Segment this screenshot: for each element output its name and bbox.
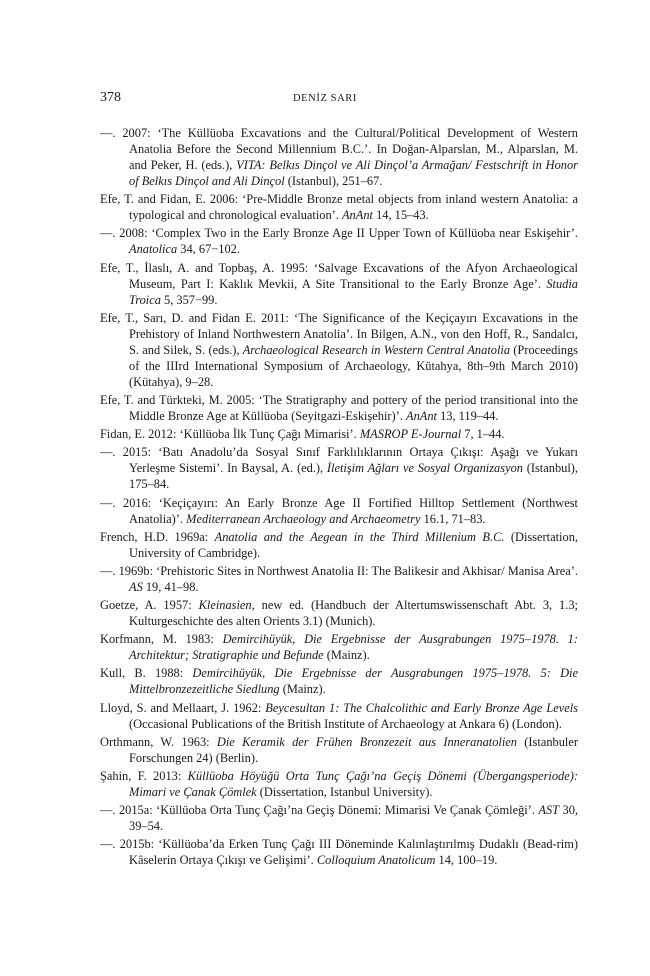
reference-entry: [100, 597, 578, 629]
reference-entry: [100, 768, 578, 800]
reference-italic-title: Demircihüyük, Die Ergebnisse der Ausgrabungen 1975–1978. 1: Architektur; Stratigraphie und Befunde: [129, 632, 579, 663]
reference-italic-title: Küllüoba Höyüğü Orta Tunç Çağı’na Geçiş Dönemi (Übergangsperiode): Mimari ve Çanak Çömlek: [129, 769, 578, 799]
reference-italic-title: Studia Troica: [129, 276, 578, 307]
reference-italic-title: AS: [129, 579, 143, 594]
reference-text: , new ed. (Handbuch der Altertumswissenschaft Abt. 3, 1.3; Kulturgeschichte des alten Orients 3.1) (Munich).: [129, 598, 578, 629]
reference-italic-title: AnAnt: [406, 408, 437, 423]
reference-entry: [100, 310, 578, 390]
reference-text: 34, 67−102.: [177, 242, 240, 257]
reference-text: Orthmann, W. 1963:: [100, 734, 217, 749]
reference-text: 30, 39–54.: [129, 803, 578, 834]
reference-text: —. 1969b: ‘Prehistoric Sites in Northwest Anatolia II: The Balikesir and Akhisar/ Manisa Area’.: [100, 563, 578, 578]
reference-text: Korfmann, M. 1983:: [100, 632, 223, 647]
reference-text: 14, 15–43.: [372, 208, 429, 223]
reference-entry: [100, 802, 578, 834]
reference-italic-title: VITA: Belkıs Dinçol ve Ali Dinçol’a Armağan/ Festschrift in Honor of Belkıs Dinçol and Ali Dinçol: [129, 158, 579, 188]
reference-text: Efe, T., İlaslı, A. and Topbaş, A. 1995: ‘Salvage Excavations of the Afyon Archaeological Museum, Part I: Kaklık Mevkii, A Site Transitional to the Early Bronze Age’.: [100, 260, 578, 291]
reference-text: (Occasional Publications of the British Institute of Archaeology at Ankara 6) (London).: [129, 716, 562, 731]
reference-text: 14, 100–19.: [435, 853, 498, 868]
reference-text: 5, 357−99.: [160, 292, 218, 307]
reference-entry: [100, 444, 578, 492]
reference-entry: [100, 260, 578, 308]
reference-entry: [100, 495, 578, 527]
reference-italic-title: MASROP E-Journal: [359, 427, 462, 442]
reference-text: (Istanbul), 251–67.: [284, 174, 383, 188]
reference-text: —. 2016: ‘Keçiçayırı: An Early Bronze Age II Fortified Hilltop Settlement (Northwest Anatolia)’.: [100, 495, 578, 526]
reference-entry: [100, 700, 578, 732]
reference-italic-title: Die Keramik der Frühen Bronzezeit aus Inneranatolien: [216, 734, 517, 749]
reference-text: (Proceedings of the IIIrd International Symposium of Archaeology, Kütahya, 8th–9th March 2010) (Kütahya), 9–28.: [129, 342, 578, 389]
reference-entry: [100, 734, 578, 766]
reference-italic-title: İletişim Ağları ve Sosyal Organizasyon: [326, 461, 523, 476]
reference-text: Lloyd, S. and Mellaart, J. 1962:: [100, 700, 266, 715]
reference-entry: [100, 665, 578, 697]
reference-entry: [100, 563, 578, 595]
reference-text: 7, 1–44.: [461, 427, 505, 442]
reference-text: —. 2008: ‘Complex Two in the Early Bronze Age II Upper Town of Küllüoba near Eskişehir’.: [100, 226, 578, 241]
reference-text: Efe, T. and Türkteki, M. 2005: ‘The Stratigraphy and pottery of the period transitional into the Middle Bronze Age at Küllüoba (Seyitgazi-Eskişehir)’.: [100, 392, 578, 423]
reference-text: 13, 119–44.: [436, 408, 499, 423]
reference-text: (Istanbul), 175–84.: [129, 461, 579, 492]
reference-text: (Dissertation, Istanbul University).: [256, 785, 433, 799]
reference-list: [100, 125, 578, 871]
reference-text: Goetze, A. 1957:: [100, 598, 199, 613]
reference-text: 16.1, 71–83.: [420, 511, 486, 526]
reference-italic-title: Anatolica: [129, 242, 178, 257]
reference-entry: [100, 529, 578, 561]
reference-italic-title: Colloquium Anatolicum: [316, 853, 436, 868]
reference-text: (Istanbuler Forschungen 24) (Berlin).: [129, 734, 578, 765]
reference-text: (Dissertation, University of Cambridge).: [129, 529, 578, 560]
reference-entry: [100, 426, 578, 442]
reference-italic-title: Beycesultan 1: The Chalcolithic and Early Bronze Age Levels: [265, 700, 578, 715]
reference-entry: [100, 392, 578, 424]
reference-italic-title: Mediterranean Archaeology and Archaeometry: [186, 511, 421, 526]
reference-text: (Mainz).: [323, 648, 370, 663]
reference-italic-title: Anatolia and the Aegean in the Third Millenium B.C.: [214, 529, 505, 544]
reference-text: —. 2015: ‘Batı Anadolu’da Sosyal Sınıf Farklılıklarının Ortaya Çıkışı: Aşağı ve Yukarı Yerleşme Sistemi’. In Baysal, A. (ed.),: [100, 445, 578, 476]
reference-text: —. 2007: ‘The Küllüoba Excavations and the Cultural/Political Development of Western Anatolia Before the Second Millennium B.C.’. In Doğan-Alparslan, M., Alparslan, M. and Peker, H. (eds.),: [100, 126, 578, 172]
reference-text: French, H.D. 1969a:: [100, 529, 215, 544]
reference-text: Şahin, F. 2013:: [100, 769, 188, 783]
reference-entry: [100, 191, 578, 223]
reference-italic-title: AST: [538, 803, 560, 818]
reference-entry: [100, 225, 578, 257]
reference-text: Efe, T., Sarı, D. and Fidan E. 2011: ‘The Significance of the Keçiçayırı Excavations in the Prehistory of Inland Northwestern Anatolia’. In Bilgen, A.N., von den Hoff, R., Sandalcı, S. and Silek, S. (eds.),: [100, 310, 578, 357]
reference-entry: [100, 631, 578, 663]
reference-text: 19, 41–98.: [142, 579, 199, 594]
reference-text: (Mainz).: [279, 682, 326, 697]
reference-text: Efe, T. and Fidan, E. 2006: ‘Pre-Middle Bronze metal objects from inland western Anatolia: a typological and chronological evaluation’.: [100, 192, 578, 223]
reference-italic-title: Archaeological Research in Western Central Anatolia: [242, 342, 511, 357]
reference-entry: [100, 125, 578, 189]
reference-italic-title: Kleinasien: [198, 598, 252, 613]
reference-text: Kull, B. 1988:: [100, 666, 193, 681]
reference-text: —. 2015b: ‘Küllüoba’da Erken Tunç Çağı III Döneminde Kalınlaştırılmış Dudaklı (Bead-rim) Kâselerin Ortaya Çıkışı ve Gelişimi’.: [100, 837, 578, 868]
reference-entry: [100, 836, 578, 868]
page-number: 378: [100, 90, 121, 105]
reference-text: Fidan, E. 2012: ‘Küllüoba İlk Tunç Çağı Mimarisi’.: [100, 427, 360, 442]
running-head: DENİZ SARI: [292, 93, 358, 104]
reference-text: —. 2015a: ‘Küllüoba Orta Tunç Çağı’na Geçiş Dönemi: Mimarisi Ve Çanak Çömleği’.: [100, 803, 539, 818]
reference-italic-title: Demircihüyük, Die Ergebnisse der Ausgrabungen 1975–1978. 5: Die Mittelbronzezeitliche Siedlung: [129, 666, 578, 697]
reference-italic-title: AnAnt: [341, 208, 373, 223]
